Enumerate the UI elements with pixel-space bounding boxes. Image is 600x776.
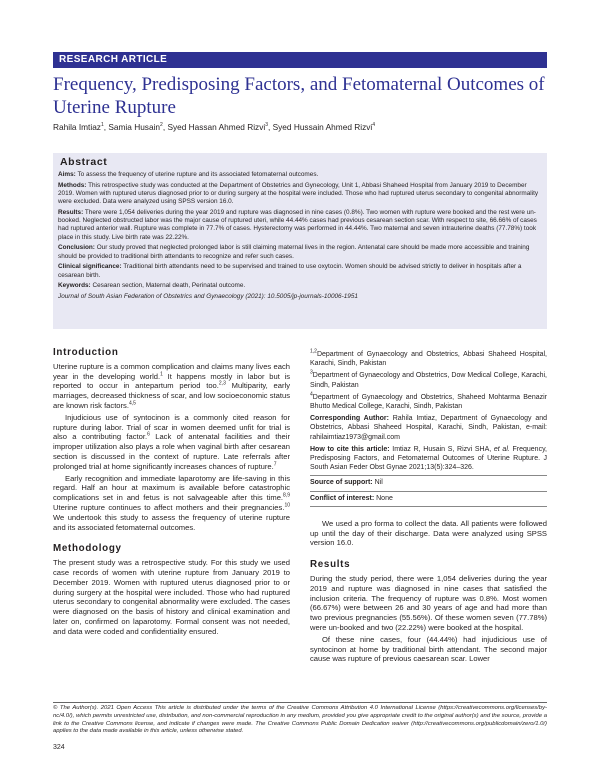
- divider: [310, 491, 547, 492]
- affiliations-block: [310, 350, 547, 507]
- how-to-cite: How to cite this article: Imtiaz R, Husain S, Rizvi SHA, et al. Frequency, Predisposing Factors, and Fetomaternal Outcomes of Uterine Rupture. J South Asian Feder Obst Gynae 2021;13(5):324–326.: [310, 445, 548, 472]
- abstract-aims: Aims: To assess the frequency of uterine rupture and its associated fetomaternal outcomes.: [58, 171, 319, 178]
- results-paragraph: During the study period, there were 1,054 deliveries during the year 2019 and rupture was diagnosed in nine cases that satisfied the inclusion criteria. The frequency of rupture was 0.8%. Most women (66.67%) were between 26 and 30 years of age and had more than two previous pregnancies (55.56%). Of these women seven (77.78%) were un-booked and two (22.22%) were booked at the hospital.: [310, 574, 547, 633]
- introduction-paragraph: Uterine rupture is a common complication and claims many lives each year in the developing world.$^1$ It happens mostly in labor but is reported to occur in antepartum period too.$^{2,3}$ Multiparity, early marriages, decreased thickness of scar, and low socioeconomic status are known risk factors.$^{4,5}$: [53, 361, 291, 410]
- author-list: Rahila Imtiaz$^1$, Samia Husain$^2$, Syed Hassan Ahmed Rizvi$^3$, Syed Hussain Ahmed Rizvi$^4$: [53, 122, 375, 132]
- introduction-heading: Introduction: [53, 347, 119, 358]
- abstract-clinical-significance: Clinical significance: Traditional birth attendants need to be supervised and trained to use oxytocin. Women should be advised strictly to deliver in hospitals after a cesarean birth.: [58, 263, 522, 279]
- abstract-conclusion: Conclusion: Our study proved that neglected prolonged labor is still claiming maternal lives in the region. Antenatal care should be made more accessible and training should be provided to traditional birth attendants to recognize and refer such cases.: [58, 244, 530, 260]
- methodology-heading: Methodology: [53, 543, 122, 555]
- introduction-paragraph: Early recognition and immediate laparotomy are life-saving in this regard. Half an hour at maximum is available before catastrophic complications set in and fetus is not salvageable after this time.$^{8,9}$ Uterine rupture continues to affect mothers and their pregnancies.$^{10}$ We undertook this study to assess the frequency of uterine rupture and its associated fetomaternal outcomes.: [53, 473, 290, 532]
- introduction-paragraph: Injudicious use of syntocinon is a commonly cited reason for rupture during labor. Trial of scar in women deemed unfit for trial is also a contributing factor.$^6$ Lack of antenatal facilities and their improper utilization also plays a role when vaginal birth after cesarean section is discussed in the context of rupture. Late referrals after prolonged trial at home significantly increases chances of rupture.$^7$: [53, 412, 290, 471]
- abstract-heading: Abstract: [60, 156, 108, 168]
- author-name: Rahila Imtiaz: [53, 122, 101, 132]
- abstract-results: Results: There were 1,054 deliveries during the year 2019 and rupture was diagnosed in nine cases (0.8%). Two women with rupture were booked and the rest were un-booked. Neglected obstructed labor was the major cause of ruptured uteri, while 44.44% cases had previous cesarean section scar. With respect to site, 66.66% of cases had ruptured anterior wall. Rupture was complete in 77.7% of cases. Hysterectomy was performed in 44.44%. Two maternal and seven intrauterine deaths (77.78%) took place in this study. Live birth rate was 22.22%.: [58, 209, 537, 241]
- author-affiliation-mark: 4: [372, 122, 375, 129]
- affiliation: $^{1,2}$Department of Gynaecology and Obstetrics, Abbasi Shaheed Hospital, Karachi, Sindh, Pakistan: [310, 348, 547, 368]
- results-paragraph: Of these nine cases, four (44.44%) had injudicious use of syntocinon at home by traditional birth attendant. The second major cause was rupture of previous caesarean scar. Lower: [310, 634, 547, 664]
- page-number: 324: [53, 744, 65, 751]
- results-heading: Results: [310, 559, 351, 571]
- abstract-box: [53, 153, 547, 329]
- methodology-continuation: We used a pro forma to collect the data. All patients were followed up until the day of their discharge. Data were analyzed using SPSS version 16.0.: [310, 518, 547, 548]
- abstract-methods: Methods: This retrospective study was conducted at the Department of Obstetrics and Gynecology, Unit 1, Abbasi Shaheed Hospital from January 2019 to December 2019. Women with ruptured uterus diagnosed prior to or during surgery at the hospital were included. Those who had ruptured uterus secondary to congenital abnormality were excluded. Data were analyzed using SPSS version 16.0.: [58, 181, 539, 206]
- author-affiliation-mark: 1: [100, 122, 104, 129]
- left-column: [53, 348, 290, 639]
- conflict-of-interest: Conflict of interest: None: [310, 494, 393, 502]
- article-title: Frequency, Predisposing Factors, and Fetomaternal Outcomes of Uterine Rupture: [53, 74, 545, 118]
- author-name: Samia Husain: [108, 122, 161, 132]
- author-affiliation-mark: 3: [265, 122, 268, 129]
- divider: [310, 475, 547, 476]
- affiliation: $^4$Department of Gynaecology and Obstetrics, Shaheed Mohtarma Benazir Bhutto Medical College, Karachi, Sindh, Pakistan: [310, 391, 547, 411]
- license-footer: © The Author(s). 2021 Open Access This article is distributed under the terms of the Creative Commons Attribution 4.0 International License (https://creativecommons.org/licenses/by-nc/4.0/), which permits unrestricted use, distribution, and non-commercial reproduction in any medium, provided you give appropriate credit to the original author(s) and the source, provide a link to the Creative Commons license, and indicate if changes were made. The Creative Commons Public Domain Dedication waiver (http://creativecommons.org/publicdomain/zero/1.0/) applies to the data made available in this article, unless otherwise stated.: [53, 705, 547, 735]
- journal-citation: Journal of South Asian Federation of Obstetrics and Gynaecology (2021): 10.5005/jp-journals-10006-1951: [58, 293, 358, 301]
- abstract-body: [58, 171, 542, 304]
- methodology-paragraph: The present study was a retrospective study. For this study we used case records of women with uterine rupture from January 2019 to December 2019. Women with ruptured uterus diagnosed prior to or during surgery at the hospital were included. Those who had ruptured uterus secondary to congenital abnormality were excluded. The cases were diagnosed on the basis of history and clinical examination and later on, confirmed on laparotomy. Formal consent was not needed, and data were coded and confidentiality ensured.: [53, 558, 290, 636]
- article-type-banner: [53, 52, 547, 68]
- footer-divider: [53, 702, 547, 703]
- author-affiliation-mark: 2: [160, 122, 163, 129]
- source-of-support: Source of support: Nil: [310, 479, 383, 487]
- author-name: Syed Hussain Ahmed Rizvi: [272, 122, 373, 132]
- abstract-keywords: Keywords: Cesarean section, Maternal death, Perinatal outcome.: [58, 282, 246, 290]
- right-column: [310, 350, 547, 666]
- author-name: Syed Hassan Ahmed Rizvi: [167, 122, 266, 132]
- corresponding-author: Corresponding Author: Rahila Imtiaz, Department of Gynaecology and Obstetrics, Abbasi Shaheed Hospital, Karachi, Sindh, Pakistan, e-mail: rahilaimtiaz1973@gmail.com: [310, 415, 547, 441]
- affiliation: $^3$Department of Gynaecology and Obstetrics, Dow Medical College, Karachi, Sindh, Pakistan: [310, 370, 547, 389]
- article-type-label: RESEARCH ARTICLE: [59, 54, 168, 65]
- divider: [310, 506, 547, 507]
